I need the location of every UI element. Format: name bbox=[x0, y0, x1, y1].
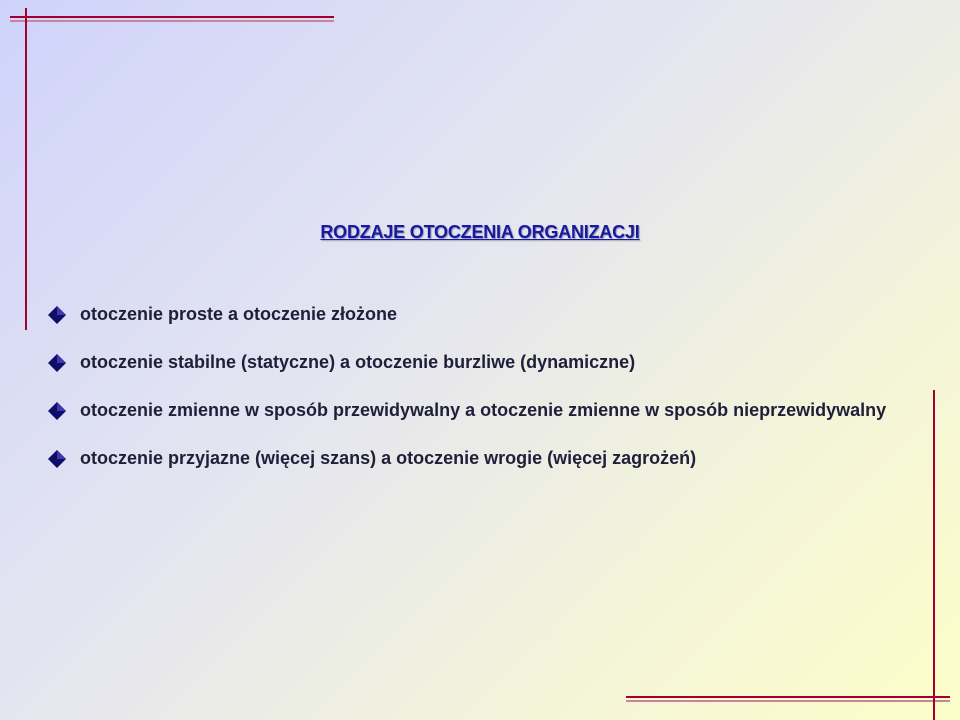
bottom-right-vertical-line bbox=[933, 390, 935, 720]
diamond-bullet-icon bbox=[46, 304, 68, 326]
bullet-text: otoczenie przyjazne (więcej szans) a otoczenie wrogie (więcej zagrożeń) bbox=[80, 448, 697, 468]
bullet-text: otoczenie zmienne w sposób przewidywalny a otoczenie zmienne w sposób nieprzewidywalny bbox=[80, 400, 887, 420]
top-left-horizontal-line bbox=[10, 16, 334, 18]
diamond-bullet-icon bbox=[46, 400, 68, 422]
slide-title: RODZAJE OTOCZENIA ORGANIZACJI bbox=[320, 222, 640, 242]
top-left-horizontal-line-secondary bbox=[10, 20, 334, 22]
bullet-text: otoczenie proste a otoczenie złożone bbox=[80, 304, 398, 324]
bullet-item bbox=[46, 399, 906, 424]
bottom-right-horizontal-line bbox=[626, 696, 950, 698]
diamond-bullet-icon bbox=[46, 352, 68, 374]
bullet-list bbox=[46, 303, 906, 495]
top-left-vertical-line bbox=[25, 8, 27, 330]
bottom-right-horizontal-line-secondary bbox=[626, 700, 950, 702]
bullet-text: otoczenie stabilne (statyczne) a otoczenie burzliwe (dynamiczne) bbox=[80, 352, 636, 372]
bullet-item bbox=[46, 447, 906, 472]
bullet-item bbox=[46, 351, 906, 376]
bullet-item bbox=[46, 303, 906, 328]
diamond-bullet-icon bbox=[46, 448, 68, 470]
